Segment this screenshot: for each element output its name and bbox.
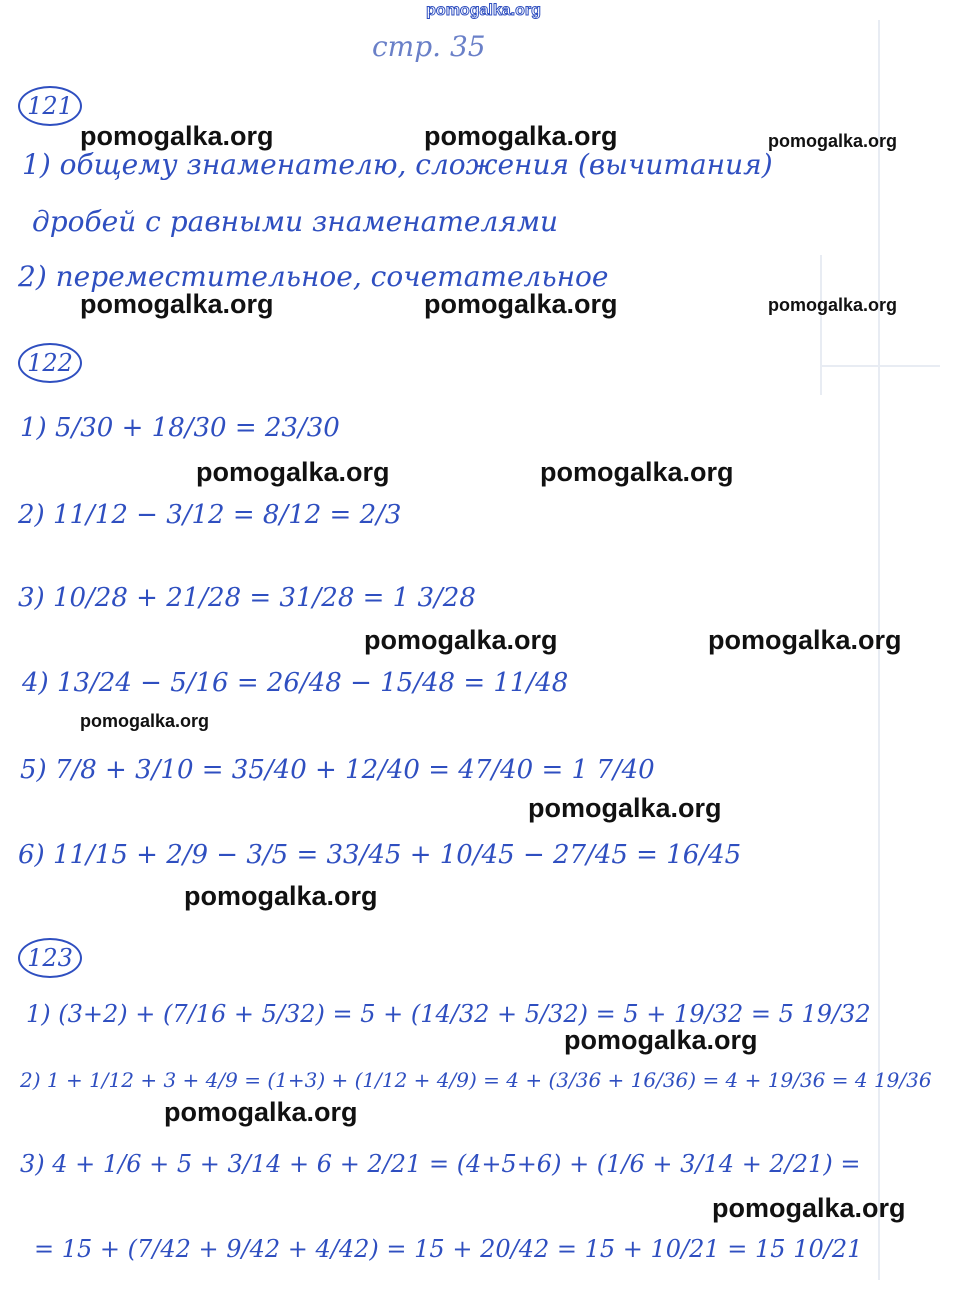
watermark: pomogalka.org xyxy=(184,881,378,911)
watermark: pomogalka.org xyxy=(80,711,210,731)
task-122-line-3: 3) 10/28 + 21/28 = 31/28 = 1 3/28 xyxy=(18,583,476,613)
bleed-mark xyxy=(820,255,822,395)
watermark: pomogalka.org xyxy=(712,1193,906,1223)
task-number-123: 123 xyxy=(18,938,82,978)
task-121-line-3: 2) переместительное, сочетательное xyxy=(18,260,609,293)
task-121-line-1: 1) общему знаменателю, сложения (вычитания) xyxy=(22,148,773,181)
task-123-line-2: 2) 1 + 1/12 + 3 + 4/9 = (1+3) + (1/12 + 4/9) = 4 + (3/36 + 16/36) = 4 + 19/36 = 4 19/36 xyxy=(20,1068,932,1092)
task-122-line-5: 5) 7/8 + 3/10 = 35/40 + 12/40 = 47/40 = 1 7/40 xyxy=(20,755,655,785)
watermark: pomogalka.org xyxy=(196,457,390,487)
watermark: pomogalka.org xyxy=(768,131,898,151)
task-123-line-1: 1) (3+2) + (7/16 + 5/32) = 5 + (14/32 + 5/32) = 5 + 19/32 = 5 19/32 xyxy=(26,1000,871,1028)
task-122-line-2: 2) 11/12 − 3/12 = 8/12 = 2/3 xyxy=(18,500,402,530)
task-number-122: 122 xyxy=(18,343,82,383)
task-number-121: 121 xyxy=(18,86,82,126)
watermark: pomogalka.org xyxy=(80,121,274,151)
watermark: pomogalka.org xyxy=(424,121,618,151)
watermark: pomogalka.org xyxy=(164,1097,358,1127)
watermark: pomogalka.org xyxy=(80,289,274,319)
watermark: pomogalka.org xyxy=(540,457,734,487)
page-reference: стр. 35 xyxy=(372,30,486,63)
task-122-line-6: 6) 11/15 + 2/9 − 3/5 = 33/45 + 10/45 − 27/45 = 16/45 xyxy=(18,840,742,870)
bleed-mark xyxy=(820,365,940,367)
watermark: pomogalka.org xyxy=(768,295,898,315)
watermark: pomogalka.org xyxy=(564,1025,758,1055)
watermark: pomogalka.org xyxy=(364,625,558,655)
watermark: pomogalka.org xyxy=(424,289,618,319)
task-123-line-3: 3) 4 + 1/6 + 5 + 3/14 + 6 + 2/21 = (4+5+6) + (1/6 + 3/14 + 2/21) = xyxy=(20,1150,861,1178)
task-122-line-1: 1) 5/30 + 18/30 = 23/30 xyxy=(20,413,340,443)
top-watermark: pomogalka.org xyxy=(426,2,541,19)
watermark: pomogalka.org xyxy=(708,625,902,655)
task-122-line-4: 4) 13/24 − 5/16 = 26/48 − 15/48 = 11/48 xyxy=(22,668,569,698)
task-121-line-2: дробей с равными знаменателями xyxy=(32,205,559,238)
watermark: pomogalka.org xyxy=(528,793,722,823)
task-123-line-4: = 15 + (7/42 + 9/42 + 4/42) = 15 + 20/42 = 15 + 10/21 = 15 10/21 xyxy=(34,1235,863,1263)
